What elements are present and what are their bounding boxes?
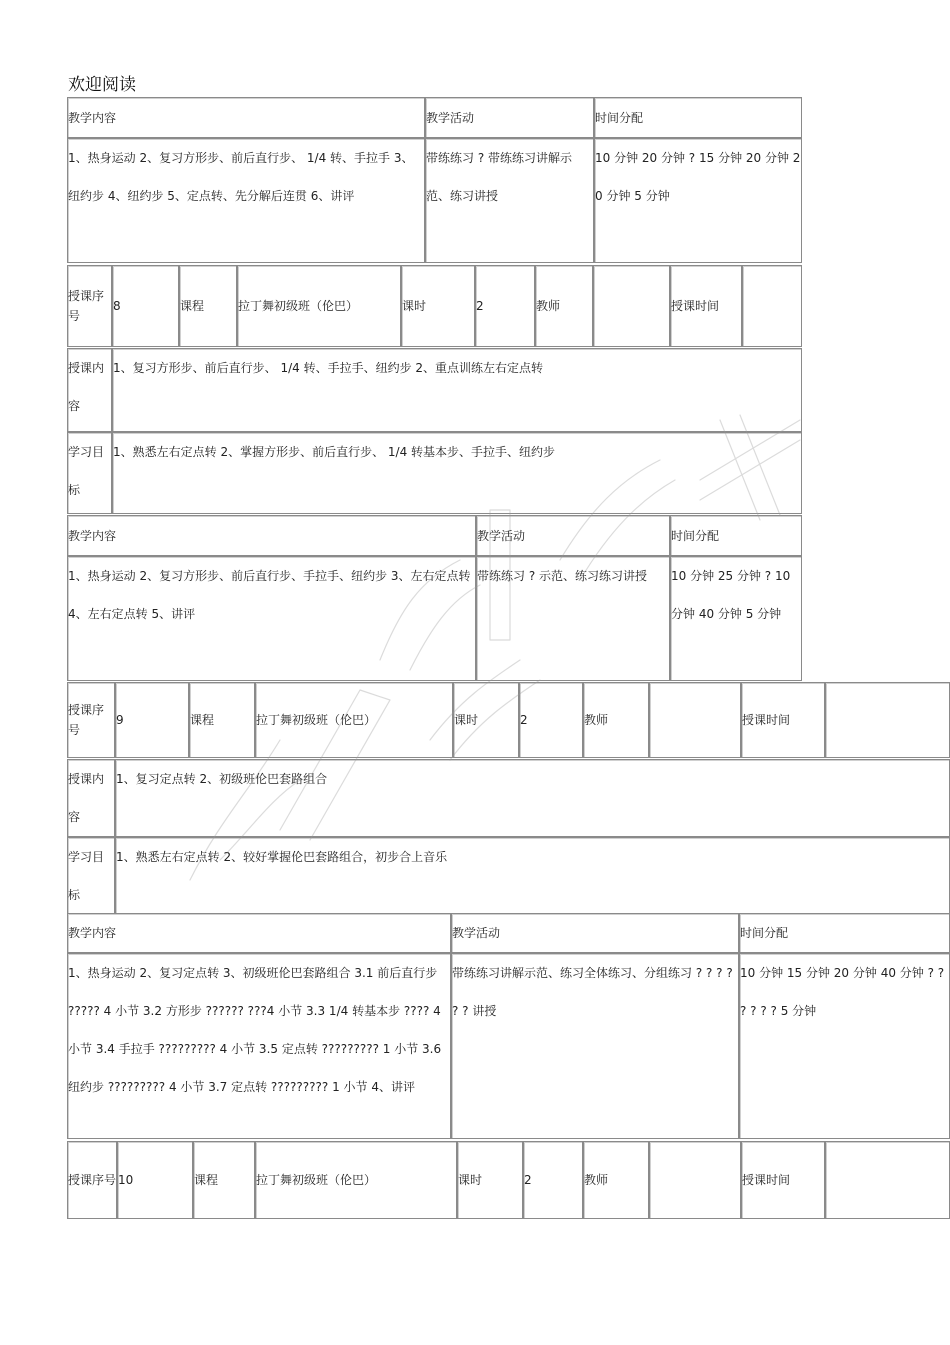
header-time-allocation: 时间分配: [594, 97, 802, 138]
lesson-time-value: [742, 265, 802, 347]
teaching-content-cell: 1、热身运动 2、复习定点转 3、初级班伦巴套路组合 3.1 前后直行步 ????? 4 小节 3.2 方形步 ?????? ???4 小节 3.3 1/4 转基本步 ???? 4 小节 3.4 手拉手 ????????? 4 小节 3.5 定点转 ????????? 1 小节 3.6 纽约步 ????????? 4 小节 3.7 定点转 ????????? 1 小节 4、讲评: [67, 953, 451, 1139]
time-allocation-cell: 10 分钟 25 分钟 ? 10 分钟 40 分钟 5 分钟: [670, 556, 802, 681]
teaching-content-cell: 1、热身运动 2、复习方形步、前后直行步、手拉手、纽约步 3、左右定点转 4、左右定点转 5、讲评: [67, 556, 476, 681]
lesson-time-value: [825, 682, 950, 758]
teaching-plan-table-2: [67, 515, 802, 681]
lesson-seq-label: 授课序号: [67, 265, 112, 347]
time-allocation-cell: 10 分钟 20 分钟 ? 15 分钟 20 分钟 20 分钟 5 分钟: [594, 138, 802, 263]
hours-value: 2: [519, 682, 583, 758]
hours-label: 课时: [401, 265, 475, 347]
teacher-label: 教师: [535, 265, 593, 347]
lesson-8-info-table: [67, 265, 802, 347]
hours-label: 课时: [457, 1141, 523, 1219]
learning-goal-value: 1、熟悉左右定点转 2、掌握方形步、前后直行步、 1/4 转基本步、手拉手、纽约步: [112, 432, 802, 514]
course-value: 拉丁舞初级班（伦巴）: [255, 682, 453, 758]
teacher-value: [593, 265, 670, 347]
teaching-plan-table-3: [67, 913, 950, 1139]
course-label: 课程: [189, 682, 255, 758]
header-teaching-activity: 教学活动: [476, 515, 670, 556]
lesson-seq-value: 9: [115, 682, 189, 758]
lesson-content-value: 1、复习定点转 2、初级班伦巴套路组合: [115, 759, 950, 837]
teacher-label: 教师: [583, 682, 649, 758]
header-teaching-activity: 教学活动: [451, 913, 739, 953]
lesson-seq-label: 授课序号: [67, 682, 115, 758]
lesson-time-value: [825, 1141, 950, 1219]
hours-value: 2: [523, 1141, 583, 1219]
lesson-10-info-table: [67, 1141, 950, 1219]
header-time-allocation: 时间分配: [670, 515, 802, 556]
doc-title: 欢迎阅读: [68, 75, 136, 95]
teacher-label: 教师: [583, 1141, 649, 1219]
learning-goal-label: 学习目标: [67, 432, 112, 514]
learning-goal-label: 学习目标: [67, 837, 115, 915]
lesson-content-label: 授课内容: [67, 759, 115, 837]
lesson-9-detail-table: [67, 759, 950, 915]
lesson-seq-value: 8: [112, 265, 179, 347]
course-value: 拉丁舞初级班（伦巴）: [255, 1141, 457, 1219]
learning-goal-value: 1、熟悉左右定点转 2、较好掌握伦巴套路组合，初步合上音乐: [115, 837, 950, 915]
lesson-time-label: 授课时间: [741, 682, 825, 758]
lesson-seq-value: 10: [117, 1141, 193, 1219]
teacher-value: [649, 1141, 741, 1219]
teaching-activity-cell: 带练练习 ? 示范、练习练习讲授: [476, 556, 670, 681]
teaching-activity-cell: 带练练习 ? 带练练习讲解示范、练习讲授: [425, 138, 594, 263]
header-teaching-activity: 教学活动: [425, 97, 594, 138]
teacher-value: [649, 682, 741, 758]
header-time-allocation: 时间分配: [739, 913, 950, 953]
lesson-8-detail-table: [67, 348, 802, 514]
header-teaching-content: 教学内容: [67, 515, 476, 556]
time-allocation-cell: 10 分钟 15 分钟 20 分钟 40 分钟 ? ? ? ? ? ? 5 分钟: [739, 953, 950, 1139]
lesson-time-label: 授课时间: [741, 1141, 825, 1219]
lesson-seq-label: 授课序号: [67, 1141, 117, 1219]
teaching-activity-cell: 带练练习讲解示范、练习全体练习、分组练习 ? ? ? ? ? ? 讲授: [451, 953, 739, 1139]
course-value: 拉丁舞初级班（伦巴）: [237, 265, 401, 347]
teaching-plan-table-1: [67, 97, 802, 263]
lesson-content-label: 授课内容: [67, 348, 112, 432]
lesson-9-info-table: [67, 682, 950, 758]
lesson-content-value: 1、复习方形步、前后直行步、 1/4 转、手拉手、纽约步 2、重点训练左右定点转: [112, 348, 802, 432]
hours-value: 2: [475, 265, 535, 347]
course-label: 课程: [193, 1141, 255, 1219]
hours-label: 课时: [453, 682, 519, 758]
header-teaching-content: 教学内容: [67, 97, 425, 138]
lesson-time-label: 授课时间: [670, 265, 742, 347]
header-teaching-content: 教学内容: [67, 913, 451, 953]
course-label: 课程: [179, 265, 237, 347]
teaching-content-cell: 1、热身运动 2、复习方形步、前后直行步、 1/4 转、手拉手 3、纽约步 4、纽约步 5、定点转、先分解后连贯 6、讲评: [67, 138, 425, 263]
